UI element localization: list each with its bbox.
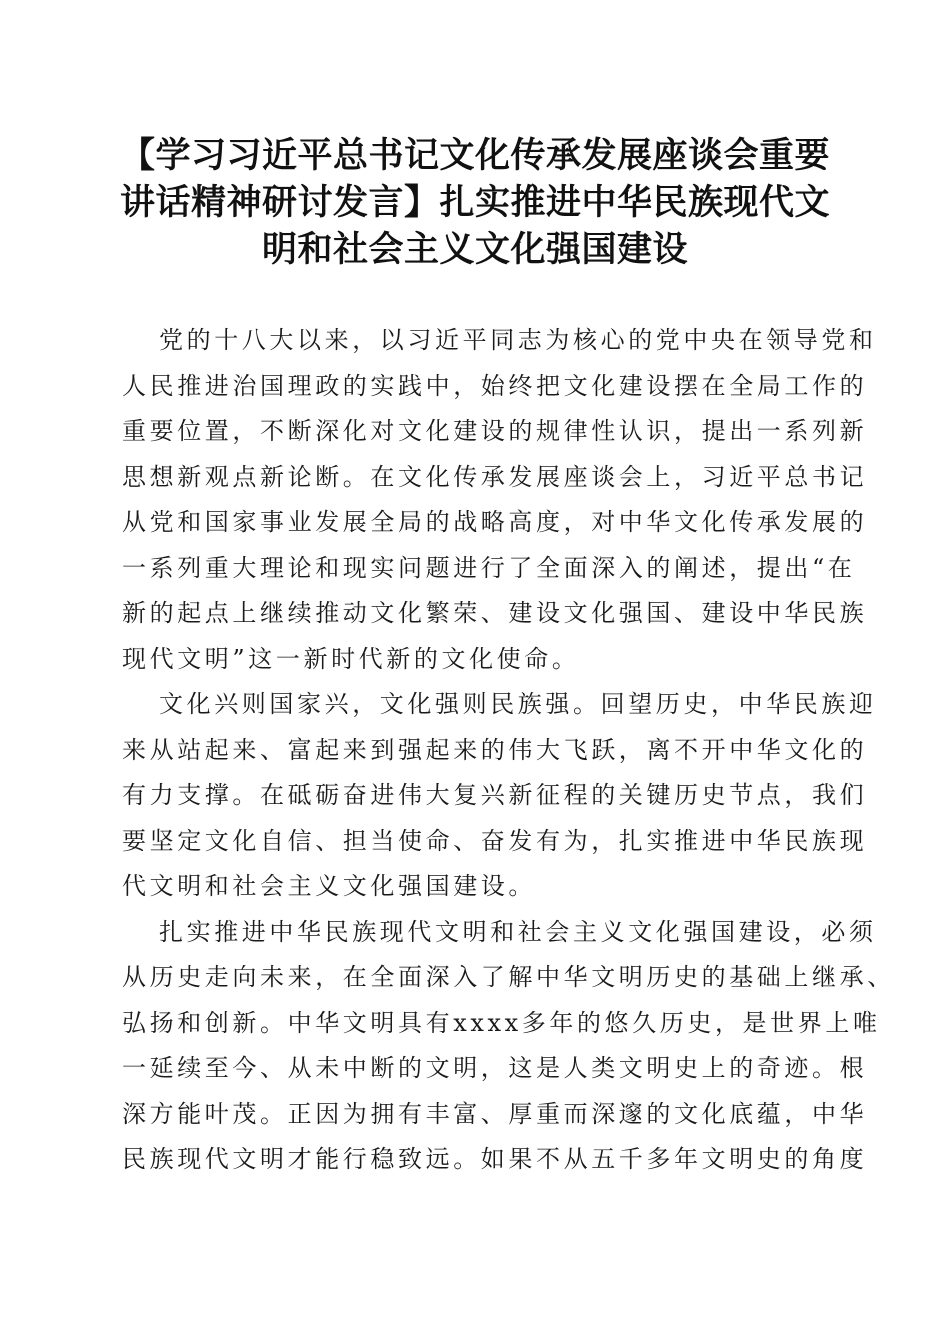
paragraph-line: 弘扬和创新。中华文明具有xxxx多年的悠久历史，是世界上唯 [122,1008,881,1037]
paragraph-1 [122,318,877,682]
paragraph-line: 从历史走向未来，在全面深入了解中华文明历史的基础上继承、 [122,963,895,991]
title-line: 【学习习近平总书记文化传承发展座谈会重要 [119,136,830,176]
paragraph-2 [122,682,877,910]
paragraph-line: 重要位置，不断深化对文化建设的规律性认识，提出一系列新 [122,417,868,445]
paragraph-line: 党的十八大以来，以习近平同志为核心的党中央在领导党和 [159,326,877,354]
paragraph-line: 扎实推进中华民族现代文明和社会主义文化强国建设，必须 [159,917,877,946]
paragraph-line: 一系列重大理论和现实问题进行了全面深入的阐述，提出“在 [122,553,856,582]
paragraph-line: 从党和国家事业发展全局的战略高度，对中华文化传承发展的 [122,508,868,536]
paragraph-line: 文化兴则国家兴，文化强则民族强。回望历史，中华民族迎 [159,690,877,718]
title-line: 明和社会主义文化强国建设 [261,230,688,270]
paragraph-line: 新的起点上继续推动文化繁荣、建设文化强国、建设中华民族 [122,599,868,627]
title-line: 讲话精神研讨发言】扎实推进中华民族现代文 [119,183,830,223]
paragraph-line: 有力支撑。在砥砺奋进伟大复兴新征程的关键历史节点，我们 [122,781,868,809]
document-title [100,133,850,274]
paragraph-line: 人民推进治国理政的实践中，始终把文化建设摆在全局工作的 [122,371,868,400]
paragraph-line: 一延续至今、从未中断的文明，这是人类文明史上的奇迹。根 [122,1054,868,1082]
paragraph-line: 来从站起来、富起来到强起来的伟大飞跃，离不开中华文化的 [122,735,868,764]
paragraph-line: 深方能叶茂。正因为拥有丰富、厚重而深邃的文化底蕴，中华 [122,1099,868,1128]
document-body [122,318,895,1183]
paragraph-line: 思想新观点新论断。在文化传承发展座谈会上，习近平总书记 [122,462,868,491]
paragraph-line: 要坚定文化自信、担当使命、奋发有为，扎实推进中华民族现 [122,826,868,855]
paragraph-3 [122,910,895,1183]
paragraph-line: 代文明和社会主义文化强国建设。 [122,872,536,900]
paragraph-line: 民族现代文明才能行稳致远。如果不从五千多年文明史的角度 [122,1145,868,1173]
paragraph-line: 现代文明”这一新时代新的文化使命。 [122,644,580,673]
